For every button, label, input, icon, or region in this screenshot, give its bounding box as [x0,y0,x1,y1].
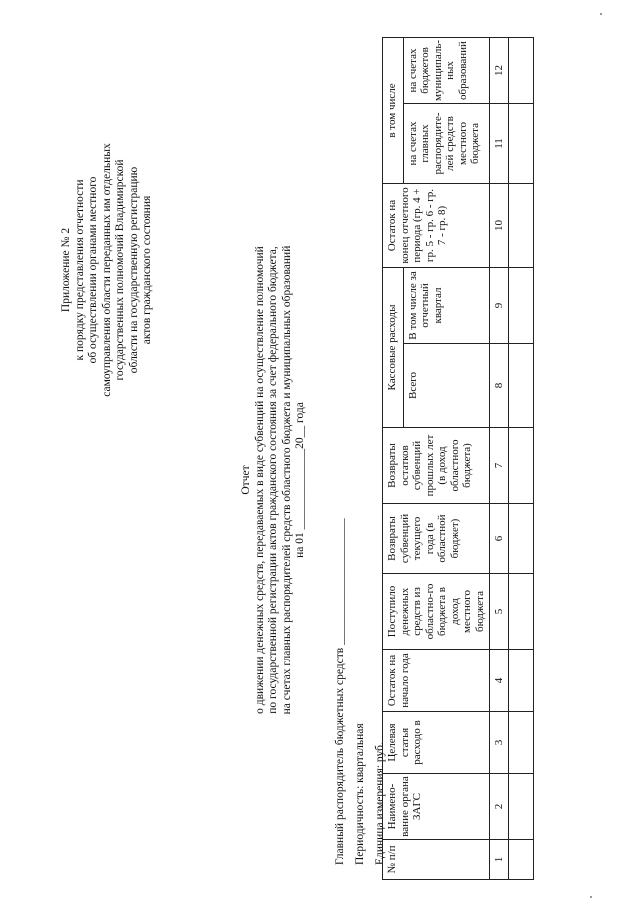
appendix-line: об осуществлении органами местного [87,176,99,364]
empty-data-row [509,38,534,880]
report-heading [240,200,308,760]
col-header-target-item: Целевая статья расходо в [383,712,490,774]
appendix-line: самоуправления области переданных им отдельных [100,143,113,397]
manager-line: Главный распорядитель бюджетных средств ______________________ [334,518,346,865]
appendix-line: к порядку представления отчетности [73,179,86,361]
scan-speck [600,13,602,15]
column-number: 10 [490,184,509,268]
report-line: о движении денежных средств, передаваемых в виде субвенций на осуществление полномочий [253,246,266,714]
empty-cell [509,268,534,344]
empty-cell [509,574,534,650]
col-header-number: № п/п [383,840,490,880]
empty-cell [509,184,534,268]
empty-cell [509,840,534,880]
header-row [383,38,404,880]
column-number: 11 [490,104,509,184]
column-number: 9 [490,268,509,344]
appendix-note [60,60,155,480]
column-number: 5 [490,574,509,650]
report-line: на счетах главных распорядителей средств областного бюджета и муниципальных образований [280,245,293,715]
report-line: по государственной регистрации актов гражданского состояния за счет федерального бюджета, [267,246,279,714]
col-header-closing-balance: Остаток на конец отчетного периода (гр. 4 + гр. 5 - гр. 6 - гр. 7 - гр. 8) [383,184,490,268]
col-header-current-year-returns: Возвраты субвенций текущего года (в областной бюджет) [383,504,490,574]
col-header-prior-year-returns: Возвраты остатков субвенций прошлых лет (в доход областного бюджета) [383,428,490,504]
column-number: 6 [490,504,509,574]
empty-cell [509,38,534,104]
empty-cell [509,104,534,184]
empty-cell [509,774,534,840]
empty-cell [509,712,534,774]
col-header-local-budget-accounts: на счетах главных распорядите-лей средств местного бюджета [403,104,489,184]
scan-speck [590,896,592,898]
report-table [382,37,534,880]
column-number: 4 [490,650,509,712]
column-number: 2 [490,774,509,840]
periodicity-line: Периодичность: квартальная [354,723,366,865]
appendix-line: Приложение № 2 [60,227,72,313]
col-header-received-funds: Поступило денежных средств из областно-го бюджета в доход местного бюджета [383,574,490,650]
col-header-opening-balance: Остаток на начало года [383,650,490,712]
report-meta [330,518,390,865]
empty-cell [509,428,534,504]
appendix-line: области на государственную регистрацию [127,166,140,374]
report-date-line: на 01 ______________20__ года [294,402,306,558]
empty-cell [509,650,534,712]
unit-line: Единица измерения: руб. [374,742,386,865]
empty-cell [509,504,534,574]
report-title: Отчет [240,465,252,495]
column-number-row [490,38,509,880]
empty-cell [509,344,534,428]
appendix-line: государственных полномочий Владимирской [114,159,126,381]
column-number: 8 [490,344,509,428]
col-header-cash-quarter: В том числе за отчетный квартал [403,268,489,344]
col-header-municipal-accounts: на счетах бюджетов муниципаль-ных образований [403,38,489,104]
col-header-cash-total: Всего [403,344,489,428]
column-number: 1 [490,840,509,880]
col-group-including: в том числе [383,38,404,184]
appendix-line: актов гражданского состояния [141,195,153,345]
col-header-zags-name: Наимено-вание органа ЗАГС [383,774,490,840]
column-number: 3 [490,712,509,774]
column-number: 7 [490,428,509,504]
col-group-cash-expenses: Кассовые расходы [383,268,404,428]
column-number: 12 [490,38,509,104]
